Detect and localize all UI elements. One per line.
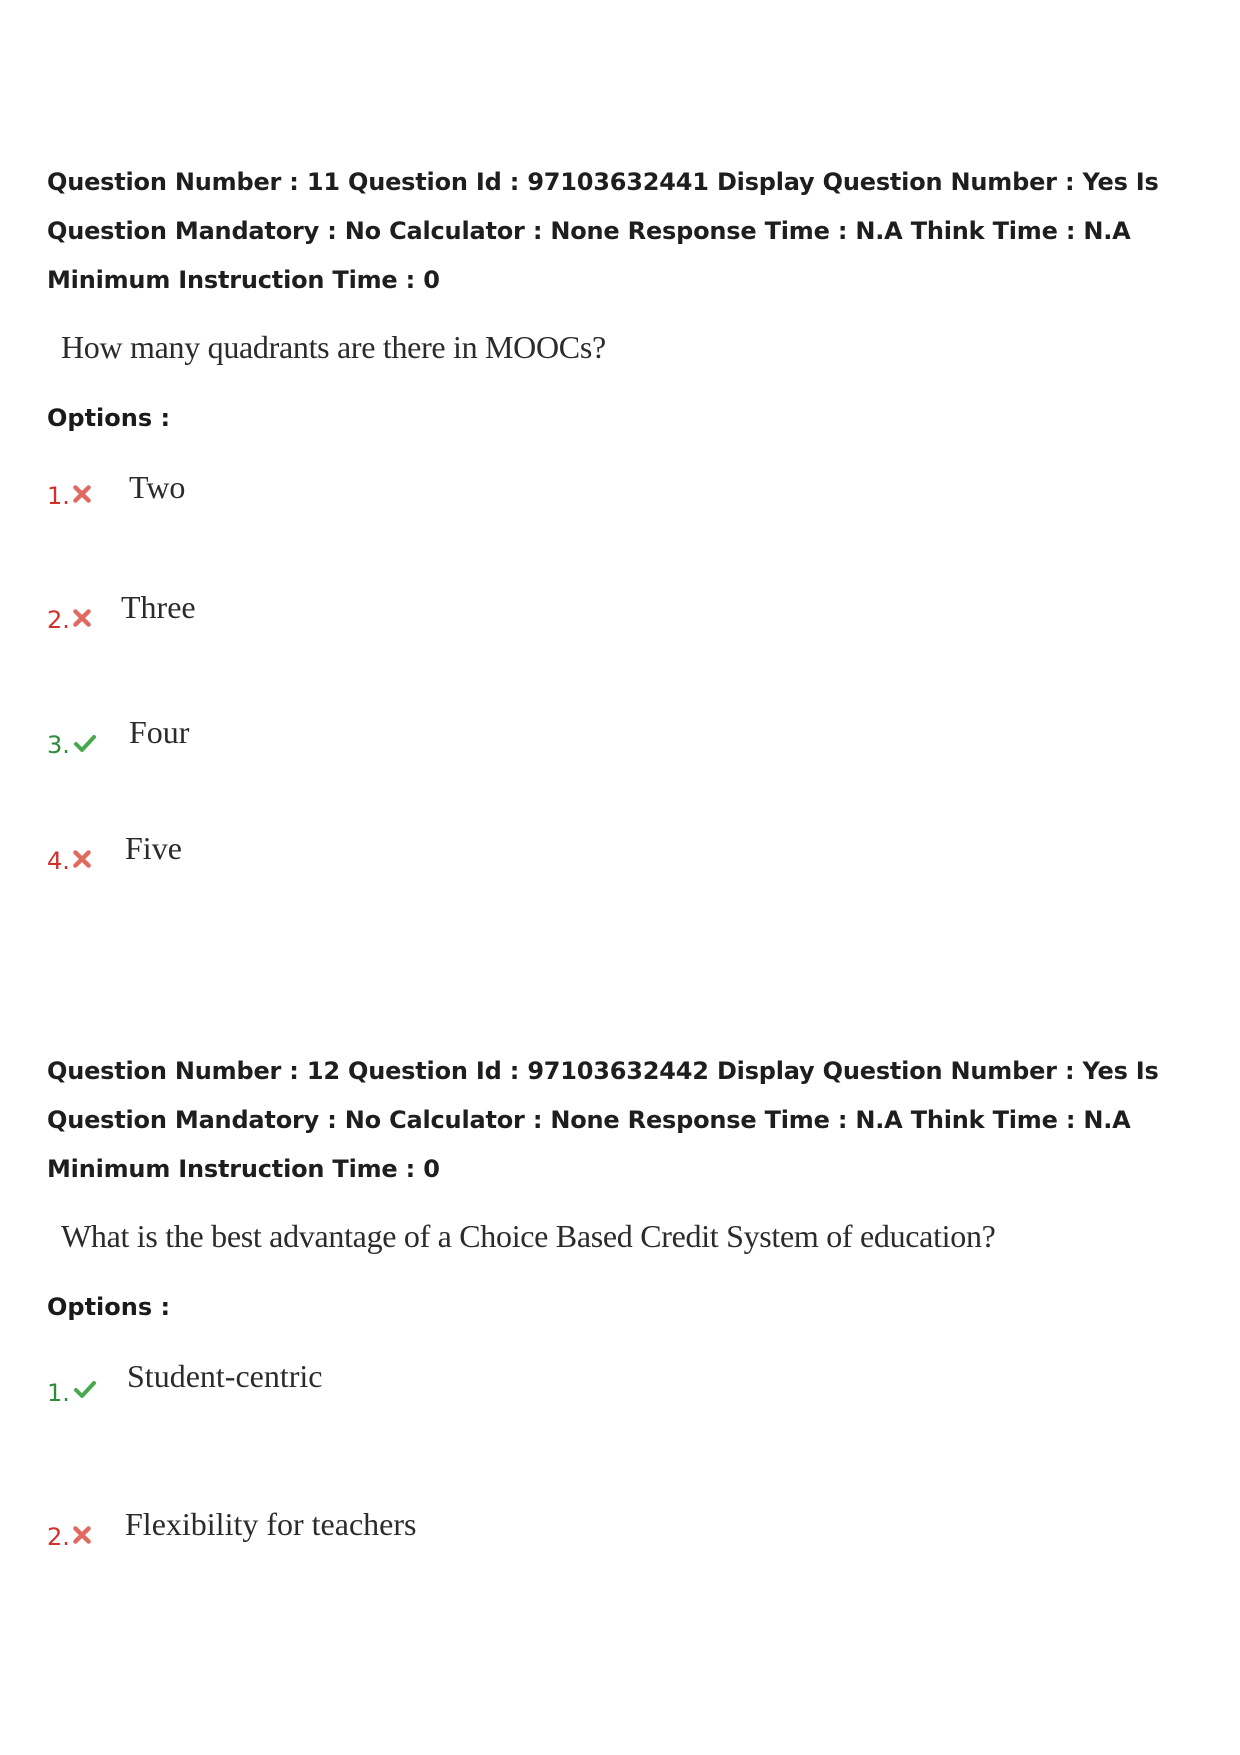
option-item <box>47 467 1197 510</box>
option-number: 3. <box>47 731 70 759</box>
cross-icon <box>71 483 93 505</box>
option-number: 2. <box>47 606 70 634</box>
option-item <box>47 712 1197 759</box>
check-icon <box>73 1378 97 1400</box>
option-item <box>47 828 1197 875</box>
cross-icon <box>71 607 93 629</box>
option-item <box>47 1356 1197 1407</box>
option-item <box>47 587 1197 634</box>
option-text: Five <box>125 830 182 866</box>
option-item <box>47 1504 1197 1551</box>
option-number: 1. <box>47 1379 70 1407</box>
option-number: 2. <box>47 1523 70 1551</box>
cross-icon <box>71 1524 93 1546</box>
option-text: Three <box>121 589 196 625</box>
question-block-12 <box>47 1047 1197 1551</box>
check-icon <box>73 732 97 754</box>
question-text: How many quadrants are there in MOOCs? <box>61 329 606 365</box>
option-number: 1. <box>47 482 70 510</box>
question-block-11 <box>47 158 1197 875</box>
question-meta: Question Number : 11 Question Id : 97103632441 Display Question Number : Yes Is Question Mandatory : No Calculator : None Response Time : N.A Think Time : N.A Minimum Instruction Time : 0 <box>47 168 1159 294</box>
option-text: Four <box>129 714 190 750</box>
question-meta: Question Number : 12 Question Id : 97103632442 Display Question Number : Yes Is Question Mandatory : No Calculator : None Response Time : N.A Think Time : N.A Minimum Instruction Time : 0 <box>47 1057 1159 1183</box>
options-label: Options : <box>47 404 171 432</box>
question-text: What is the best advantage of a Choice Based Credit System of education? <box>61 1218 996 1254</box>
option-number: 4. <box>47 847 70 875</box>
cross-icon <box>71 848 93 870</box>
option-text: Flexibility for teachers <box>125 1506 417 1542</box>
option-text: Student-centric <box>127 1358 323 1394</box>
options-label: Options : <box>47 1293 171 1321</box>
option-text: Two <box>129 469 186 505</box>
